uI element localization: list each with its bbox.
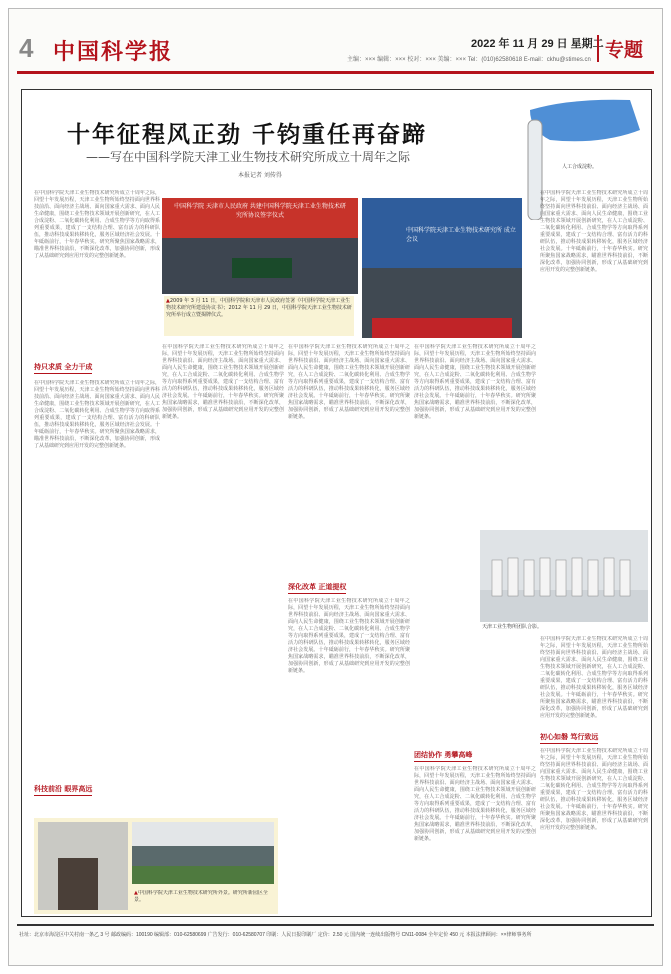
publisher-footer: 社址：北京市海淀区中关村南一条乙 3 号 邮政编码：100190 编辑部：010-62580699 广告发行：010-62580707 印刷：人民日报印刷厂 定价：2.50 元 国内统一连续出版物号 CN11-0084 全年定价 450 元 本报法律顾问：××律师事务所	[19, 932, 532, 938]
subtitle-1: 持只求质 全力干成	[34, 362, 92, 374]
caption-photo-2: 人工合成淀粉。	[562, 164, 598, 170]
body-column-5c: 在中国科学院天津工业生物技术研究所成立十周年之际，回望十年发展历程，天津工业生物所始终坚持面向世界科技前沿、面向经济主战场、面向国家重大需求、面向人民生命健康，围绕工业生物技术领域开展创新研究，在人工合成淀粉、二氧化碳转化利用、合成生物学等方向取得系列重要成果，建成了一支结构合理、富有活力的科研队伍，推动科技成果转移转化，服务区域经济社会发展。十年砥砺前行，十年春华秋实。研究所聚焦国家战略需求，瞄准世界科技前沿，不断深化改革，加强协同创新，形成了从基础研究到应用开发的完整创新链条。	[540, 748, 648, 831]
article-subhead: ——写在中国科学院天津工业生物技术研究所成立十周年之际	[86, 150, 411, 164]
footer-rule	[17, 924, 654, 926]
inauguration-photo	[362, 198, 522, 338]
caption-photo-1	[164, 296, 354, 336]
newspaper-page	[8, 8, 663, 966]
feature-article	[21, 89, 652, 917]
body-column-5b: 在中国科学院天津工业生物技术研究所成立十周年之际，回望十年发展历程，天津工业生物所始终坚持面向世界科技前沿、面向经济主战场、面向国家重大需求、面向人民生命健康，围绕工业生物技术领域开展创新研究，在人工合成淀粉、二氧化碳转化利用、合成生物学等方向取得系列重要成果，建成了一支结构合理、富有活力的科研队伍，推动科技成果转移转化，服务区域经济社会发展。十年砥砺前行，十年春华秋实。研究所聚焦国家战略需求，瞄准世界科技前沿，不断深化改革，加强协同创新，形成了从基础研究到应用开发的完整创新链条。	[540, 636, 648, 719]
caption-photo-3: 天津工业生物所团队合影。	[482, 624, 543, 630]
caption-photo-1-text: 2009 年 3 月 11 日，中国科学院和天津市人民政府签署《中国科学院天津工业生物技术研究所建设协议书》；2012 年 11 月 29 日，中国科学院天津工业生物技术研究所举行成立暨揭牌仪式。	[166, 298, 352, 318]
body-column-5: 在中国科学院天津工业生物技术研究所成立十周年之际，回望十年发展历程，天津工业生物所始终坚持面向世界科技前沿、面向经济主战场、面向国家重大需求、面向人民生命健康，围绕工业生物技术领域开展创新研究，在人工合成淀粉、二氧化碳转化利用、合成生物学等方向取得系列重要成果，建成了一支结构合理、富有活力的科研队伍，推动科技成果转移转化，服务区域经济社会发展。十年砥砺前行，十年春华秋实。研究所聚焦国家战略需求，瞄准世界科技前沿，不断深化改革，加强协同创新，形成了从基础研究到应用开发的完整创新链条。	[540, 190, 648, 273]
article-headline: 十年征程风正劲 千钧重任再奋蹄	[67, 122, 428, 148]
body-column-3: 在中国科学院天津工业生物技术研究所成立十周年之际，回望十年发展历程，天津工业生物所始终坚持面向世界科技前沿、面向经济主战场、面向国家重大需求、面向人民生命健康，围绕工业生物技术领域开展创新研究，在人工合成淀粉、二氧化碳转化利用、合成生物学等方向取得系列重要成果，建成了一支结构合理、富有活力的科研队伍，推动科技成果转移转化，服务区域经济社会发展。十年砥砺前行，十年春华秋实。研究所聚焦国家战略需求，瞄准世界科技前沿，不断深化改革，加强协同创新，形成了从基础研究到应用开发的完整创新链条。	[288, 344, 410, 420]
caption-marker-icon-2: ▲	[134, 890, 138, 896]
issue-date: 2022 年 11 月 29 日 星期二	[471, 38, 604, 50]
masthead-logo: 中国科学报	[53, 39, 174, 65]
body-column-3b: 在中国科学院天津工业生物技术研究所成立十周年之际，回望十年发展历程，天津工业生物所始终坚持面向世界科技前沿、面向经济主战场、面向国家重大需求、面向人民生命健康，围绕工业生物技术领域开展创新研究，在人工合成淀粉、二氧化碳转化利用、合成生物学等方向取得系列重要成果，建成了一支结构合理、富有活力的科研队伍，推动科技成果转移转化，服务区域经济社会发展。十年砥砺前行，十年春华秋实。研究所聚焦国家战略需求，瞄准世界科技前沿，不断深化改革，加强协同创新，形成了从基础研究到应用开发的完整创新链条。	[288, 598, 410, 674]
team-photo	[480, 530, 648, 622]
body-column-4b: 在中国科学院天津工业生物技术研究所成立十周年之际，回望十年发展历程，天津工业生物所始终坚持面向世界科技前沿、面向经济主战场、面向国家重大需求、面向人民生命健康，围绕工业生物技术领域开展创新研究，在人工合成淀粉、二氧化碳转化利用、合成生物学等方向取得系列重要成果，建成了一支结构合理、富有活力的科研队伍，推动科技成果转移转化，服务区域经济社会发展。十年砥砺前行，十年春华秋实。研究所聚焦国家战略需求，瞄准世界科技前沿，不断深化改革，加强协同创新，形成了从基础研究到应用开发的完整创新链条。	[414, 766, 536, 842]
caption-photo-4	[134, 890, 274, 912]
section-label: 专题	[597, 35, 643, 62]
subtitle-5: 初心如磐 笃行致远	[540, 732, 598, 744]
page-header	[9, 9, 662, 71]
caption-photo-4-text: 中国科学院天津工业生物技术研究所外景。研究所新园区全景。	[134, 890, 268, 903]
editor-credits: 主编：××× 编辑：××× 校对：××× 美编：××× Tel：(010)62580618 E-mail：ckhu@stimes.cn	[347, 57, 591, 63]
caption-marker-icon: ▲	[166, 298, 170, 304]
body-column-4: 在中国科学院天津工业生物技术研究所成立十周年之际，回望十年发展历程，天津工业生物所始终坚持面向世界科技前沿、面向经济主战场、面向国家重大需求、面向人民生命健康，围绕工业生物技术领域开展创新研究，在人工合成淀粉、二氧化碳转化利用、合成生物学等方向取得系列重要成果，建成了一支结构合理、富有活力的科研队伍，推动科技成果转移转化，服务区域经济社会发展。十年砥砺前行，十年春华秋实。研究所聚焦国家战略需求，瞄准世界科技前沿，不断深化改革，加强协同创新，形成了从基础研究到应用开发的完整创新链条。	[414, 344, 536, 420]
body-column-2: 在中国科学院天津工业生物技术研究所成立十周年之际，回望十年发展历程，天津工业生物所始终坚持面向世界科技前沿、面向经济主战场、面向国家重大需求、面向人民生命健康，围绕工业生物技术领域开展创新研究，在人工合成淀粉、二氧化碳转化利用、合成生物学等方向取得系列重要成果，建成了一支结构合理、富有活力的科研队伍，推动科技成果转移转化，服务区域经济社会发展。十年砥砺前行，十年春华秋实。研究所聚焦国家战略需求，瞄准世界科技前沿，不断深化改革，加强协同创新，形成了从基础研究到应用开发的完整创新链条。	[162, 344, 284, 420]
subtitle-3: 深化改革 正道提权	[288, 582, 346, 594]
body-column-1b: 在中国科学院天津工业生物技术研究所成立十周年之际，回望十年发展历程，天津工业生物所始终坚持面向世界科技前沿、面向经济主战场、面向国家重大需求、面向人民生命健康，围绕工业生物技术领域开展创新研究，在人工合成淀粉、二氧化碳转化利用、合成生物学等方向取得系列重要成果，建成了一支结构合理、富有活力的科研队伍，推动科技成果转移转化，服务区域经济社会发展。十年砥砺前行，十年春华秋实。研究所聚焦国家战略需求，瞄准世界科技前沿，不断深化改革，加强协同创新，形成了从基础研究到应用开发的完整创新链条。	[34, 380, 160, 449]
body-column-1: 在中国科学院天津工业生物技术研究所成立十周年之际，回望十年发展历程，天津工业生物所始终坚持面向世界科技前沿、面向经济主战场、面向国家重大需求、面向人民生命健康，围绕工业生物技术领域开展创新研究，在人工合成淀粉、二氧化碳转化利用、合成生物学等方向取得系列重要成果，建成了一支结构合理、富有活力的科研队伍，推动科技成果转移转化，服务区域经济社会发展。十年砥砺前行，十年春华秋实。研究所聚焦国家战略需求，瞄准世界科技前沿，不断深化改革，加强协同创新，形成了从基础研究到应用开发的完整创新链条。	[34, 190, 160, 259]
photo-2-banner-text: 中国科学院天津工业生物技术研究所 成立会议	[406, 227, 516, 243]
article-byline: 本报记者 刘传得	[238, 172, 282, 179]
subtitle-2: 科技前沿 眼界高远	[34, 784, 92, 796]
subtitle-4: 团结协作 勇攀高峰	[414, 750, 472, 762]
page-number: 4	[19, 33, 34, 63]
header-rule	[17, 71, 654, 74]
signing-ceremony-photo	[162, 198, 358, 294]
photo-1-banner-text: 中国科学院 天津市人民政府 共建中国科学院天津工业生物技术研究所协议签字仪式	[174, 203, 346, 219]
